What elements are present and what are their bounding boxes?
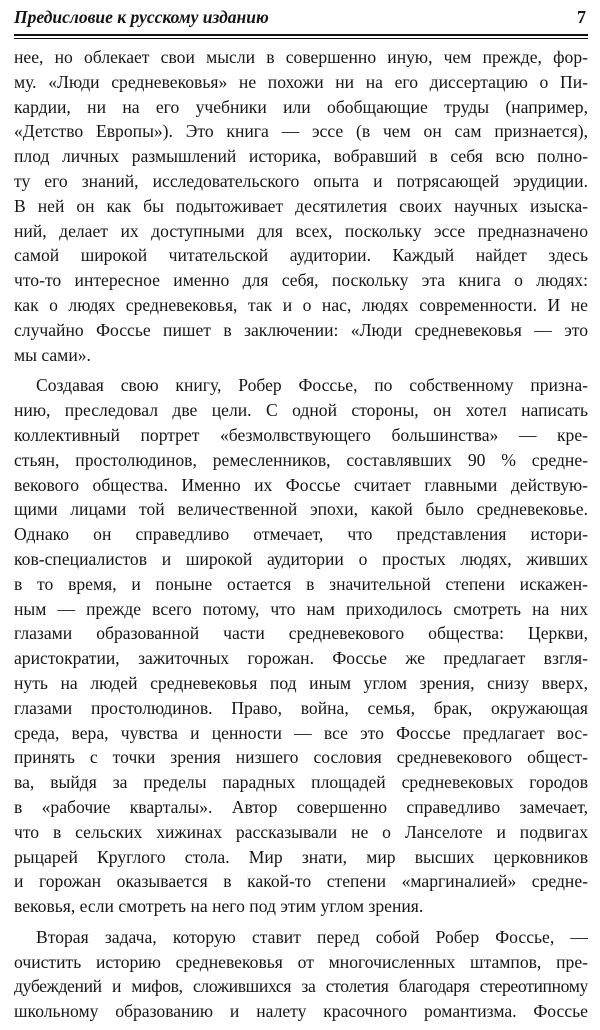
text-line: нуть на людей средневековья под иным углом зрения, снизу вверх, (14, 672, 588, 693)
paragraph-2 (14, 373, 588, 919)
text-line: рыцарей Круглого стола. Мир знати, мир высших церковников (14, 846, 588, 867)
text-line: векового общества. Именно их Фоссье считает главными действую- (14, 474, 588, 495)
text-line: щими лицами той величественной эпохи, какой было средневековье. (14, 499, 588, 520)
text-line: в «рабочие кварталы». Автор совершенно справедливо замечает, (14, 796, 588, 817)
text-line: кардии, ни на его учебники или обобщающие труды (например, (14, 96, 588, 117)
text-line: ний, делает их доступными для всех, поскольку эссе предназначено (14, 220, 588, 241)
header-rule (14, 34, 588, 39)
text-line: Создавая свою книгу, Робер Фоссье, по собственному призна- (36, 375, 588, 396)
text-line: в то время, и поныне остается в значительной степени искажен- (14, 573, 588, 594)
text-line: и горожан оказывается в какой-то степени «маргиналией» средне- (14, 871, 588, 892)
text-line: среда, вера, чувства и ценности — все это Фоссье предлагает вос- (14, 722, 588, 743)
running-title: Предисловие к русскому изданию (14, 7, 269, 27)
text-line: мы сами». (14, 344, 91, 365)
text-line: как о людях средневековья, так и о нас, людях современности. И не (14, 294, 588, 315)
text-line: нию, преследовал две цели. С одной стороны, он хотел написать (14, 400, 588, 421)
text-line: В ней он как бы подытоживает десятилетия своих научных изыска- (14, 195, 588, 216)
text-line: принять с точки зрения низшего сословия средневекового общест- (14, 747, 588, 768)
text-line: глазами простолюдинов. Право, война, семья, брак, окружающая (14, 697, 588, 718)
text-line: ков-специалистов и широкой аудитории о простых людях, живших (14, 548, 588, 569)
page-number: 7 (577, 7, 586, 27)
text-line: ва, выйдя за пределы парадных площадей средневековых городов (14, 772, 588, 793)
text-line: глазами образованной части средневекового общества: Церкви, (14, 623, 588, 644)
text-line: дубеждений и мифов, сложившихся за столетия благодаря стереотипному (14, 976, 588, 997)
text-line: ту его знаний, исследовательского опыта и потрясающей эрудиции. (14, 170, 588, 191)
text-line: коллективный портрет «безмолвствующего большинства» — кре- (14, 424, 588, 445)
page-header (14, 5, 588, 31)
text-line: Однако он справедливо отмечает, что представления истори- (14, 524, 588, 545)
book-page (14, 0, 588, 1022)
text-line: что-то интересное именно для себя, поскольку эта книга о людях: (14, 270, 588, 291)
text-line: стьян, простолюдинов, ремесленников, составлявших 90 % средне- (14, 449, 588, 470)
body-text (14, 45, 588, 1030)
paragraph-1 (14, 45, 588, 367)
text-line: нее, но облекает свои мысли в совершенно иную, чем прежде, фор- (14, 47, 588, 67)
text-line: случайно Фоссье пишет в заключении: «Люди средневековья — это (14, 319, 588, 340)
text-line: очистить историю средневековья от многочисленных штампов, пре- (14, 951, 588, 972)
text-line: «Детство Европы»). Это книга — эссе (в чем он сам признается), (14, 121, 588, 142)
text-line: Вторая задача, которую ставит перед собой Робер Фоссье, — (36, 926, 588, 947)
text-line: плод личных размышлений историка, вобравший в себя всю полно- (14, 146, 588, 167)
text-line: самой широкой читательской аудитории. Каждый найдет здесь (14, 245, 588, 266)
text-line: му. «Люди средневековья» не похожи ни на его диссертацию о Пи- (14, 71, 588, 92)
text-line: вековья, если смотреть на него под этим углом зрения. (14, 896, 424, 917)
text-line: ным — прежде всего потому, что нам приходилось смотреть на них (14, 598, 588, 619)
paragraph-3 (14, 925, 588, 1024)
text-line: что в сельских хижинах рассказывали не о Ланселоте и подвигах (14, 821, 588, 842)
text-line: аристократии, зажиточных горожан. Фоссье же предлагает взгля- (14, 648, 588, 669)
text-line: школьному образованию и налету красочного романтизма. Фоссье (14, 1001, 588, 1022)
